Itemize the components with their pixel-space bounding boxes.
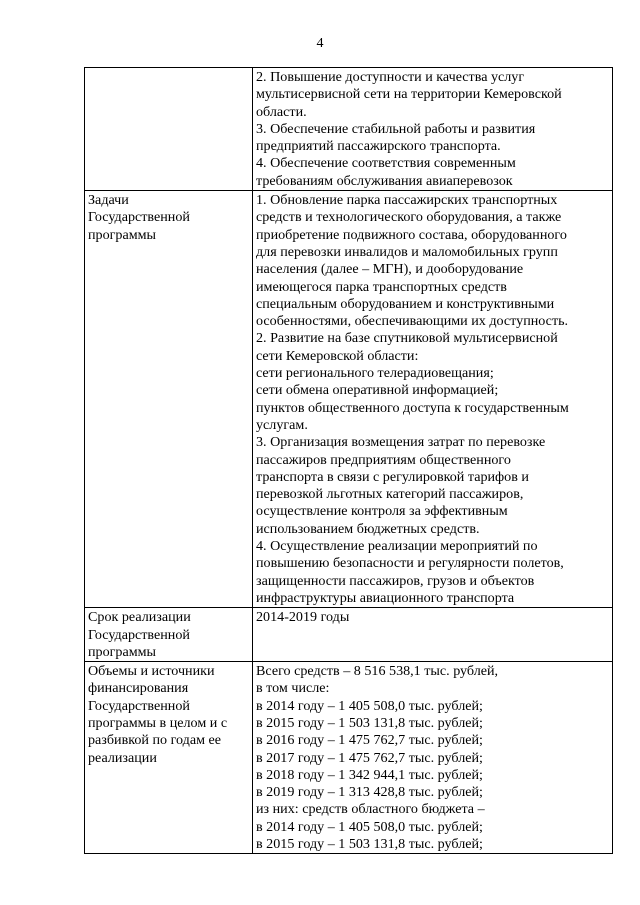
value-line: особенностями, обеспечивающими их доступность. bbox=[256, 313, 569, 330]
value-line: в том числе: bbox=[256, 680, 330, 697]
value-line: мультисервисной сети на территории Кемеровской bbox=[256, 86, 562, 103]
value-line: требованиям обслуживания авиаперевозок bbox=[256, 172, 513, 189]
value-line: осуществление контроля за эффективным bbox=[256, 503, 508, 520]
value-line: предприятий пассажирского транспорта. bbox=[256, 138, 501, 155]
value-line: 1. Обновление парка пассажирских транспортных bbox=[256, 192, 558, 209]
value-line: 4. Осуществление реализации мероприятий по bbox=[256, 538, 538, 555]
table-row bbox=[85, 662, 613, 854]
value-line: 2. Повышение доступности и качества услуг bbox=[256, 69, 525, 85]
label-line: Задачи bbox=[88, 192, 129, 209]
value-line: сети регионального телерадиовещания; bbox=[256, 365, 494, 382]
value-line: транспорта в связи с регулировкой тарифов и bbox=[256, 468, 529, 485]
value-line: специальным оборудованием и конструктивными bbox=[256, 295, 555, 312]
value-line: 2014-2019 годы bbox=[256, 609, 350, 626]
value-line: имеющегося парка транспортных средств bbox=[256, 278, 507, 295]
value-line: 2. Развитие на базе спутниковой мультисервисной bbox=[256, 330, 558, 347]
value-line: услугам. bbox=[256, 416, 308, 433]
row-value-cell bbox=[253, 191, 613, 608]
value-line: в 2019 году – 1 313 428,8 тыс. рублей; bbox=[256, 784, 483, 801]
row-value-cell bbox=[253, 608, 613, 662]
value-line: из них: средств областного бюджета – bbox=[256, 801, 485, 818]
row-label-cell bbox=[85, 191, 253, 608]
table-row bbox=[85, 68, 613, 191]
label-line: Государственной bbox=[88, 626, 190, 643]
row-value-cell bbox=[253, 68, 613, 191]
value-line: в 2015 году – 1 503 131,8 тыс. рублей; bbox=[256, 836, 483, 853]
label-line: финансирования bbox=[88, 680, 189, 697]
label-line: Срок реализации bbox=[88, 609, 191, 626]
value-line: защищенности пассажиров, грузов и объектов bbox=[256, 572, 535, 589]
value-line: в 2016 году – 1 475 762,7 тыс. рублей; bbox=[256, 732, 483, 749]
label-line: программы bbox=[88, 643, 157, 660]
value-line: 4. Обеспечение соответствия современным bbox=[256, 155, 516, 172]
label-line: реализации bbox=[88, 749, 157, 766]
row-label-cell bbox=[85, 608, 253, 662]
label-line: Государственной bbox=[88, 697, 190, 714]
page-number: 4 bbox=[316, 36, 324, 51]
label-line: Государственной bbox=[88, 209, 190, 226]
label-line: программы bbox=[88, 226, 157, 243]
value-line: пунктов общественного доступа к государственным bbox=[256, 399, 569, 416]
row-label-cell bbox=[85, 68, 253, 191]
value-line: в 2015 году – 1 503 131,8 тыс. рублей; bbox=[256, 714, 483, 731]
value-line: использованием бюджетных средств. bbox=[256, 520, 480, 537]
row-label-cell bbox=[85, 662, 253, 854]
table-row bbox=[85, 191, 613, 608]
value-line: сети Кемеровской области: bbox=[256, 347, 419, 364]
row-value-cell bbox=[253, 662, 613, 854]
value-line: сети обмена оперативной информацией; bbox=[256, 382, 499, 399]
passport-table-body bbox=[85, 68, 613, 854]
value-line: приобретение подвижного состава, оборудованного bbox=[256, 226, 567, 243]
label-line: разбивкой по годам ее bbox=[88, 732, 222, 749]
value-line: в 2018 году – 1 342 944,1 тыс. рублей; bbox=[256, 766, 483, 783]
value-line: в 2014 году – 1 405 508,0 тыс. рублей; bbox=[256, 697, 483, 714]
value-line: для перевозки инвалидов и маломобильных групп bbox=[256, 243, 558, 260]
value-line: средств и технологического оборудования, а также bbox=[256, 209, 562, 226]
program-passport-table bbox=[84, 67, 613, 854]
value-line: 3. Организация возмещения затрат по перевозке bbox=[256, 434, 546, 451]
value-line: населения (далее – МГН), и дооборудование bbox=[256, 261, 524, 278]
value-line: пассажиров предприятиям общественного bbox=[256, 451, 511, 468]
label-line: Объемы и источники bbox=[88, 663, 215, 680]
value-line: инфраструктуры авиационного транспорта bbox=[256, 589, 515, 606]
label-line: программы в целом и с bbox=[88, 714, 228, 731]
table-row bbox=[85, 608, 613, 662]
value-line: в 2014 году – 1 405 508,0 тыс. рублей; bbox=[256, 818, 483, 835]
value-line: в 2017 году – 1 475 762,7 тыс. рублей; bbox=[256, 749, 483, 766]
value-line: повышению безопасности и регулярности полетов, bbox=[256, 555, 564, 572]
value-line: 3. Обеспечение стабильной работы и развития bbox=[256, 120, 536, 137]
value-line: Всего средств – 8 516 538,1 тыс. рублей, bbox=[256, 663, 499, 680]
value-line: перевозкой льготных категорий пассажиров, bbox=[256, 486, 524, 503]
value-line: области. bbox=[256, 103, 307, 120]
